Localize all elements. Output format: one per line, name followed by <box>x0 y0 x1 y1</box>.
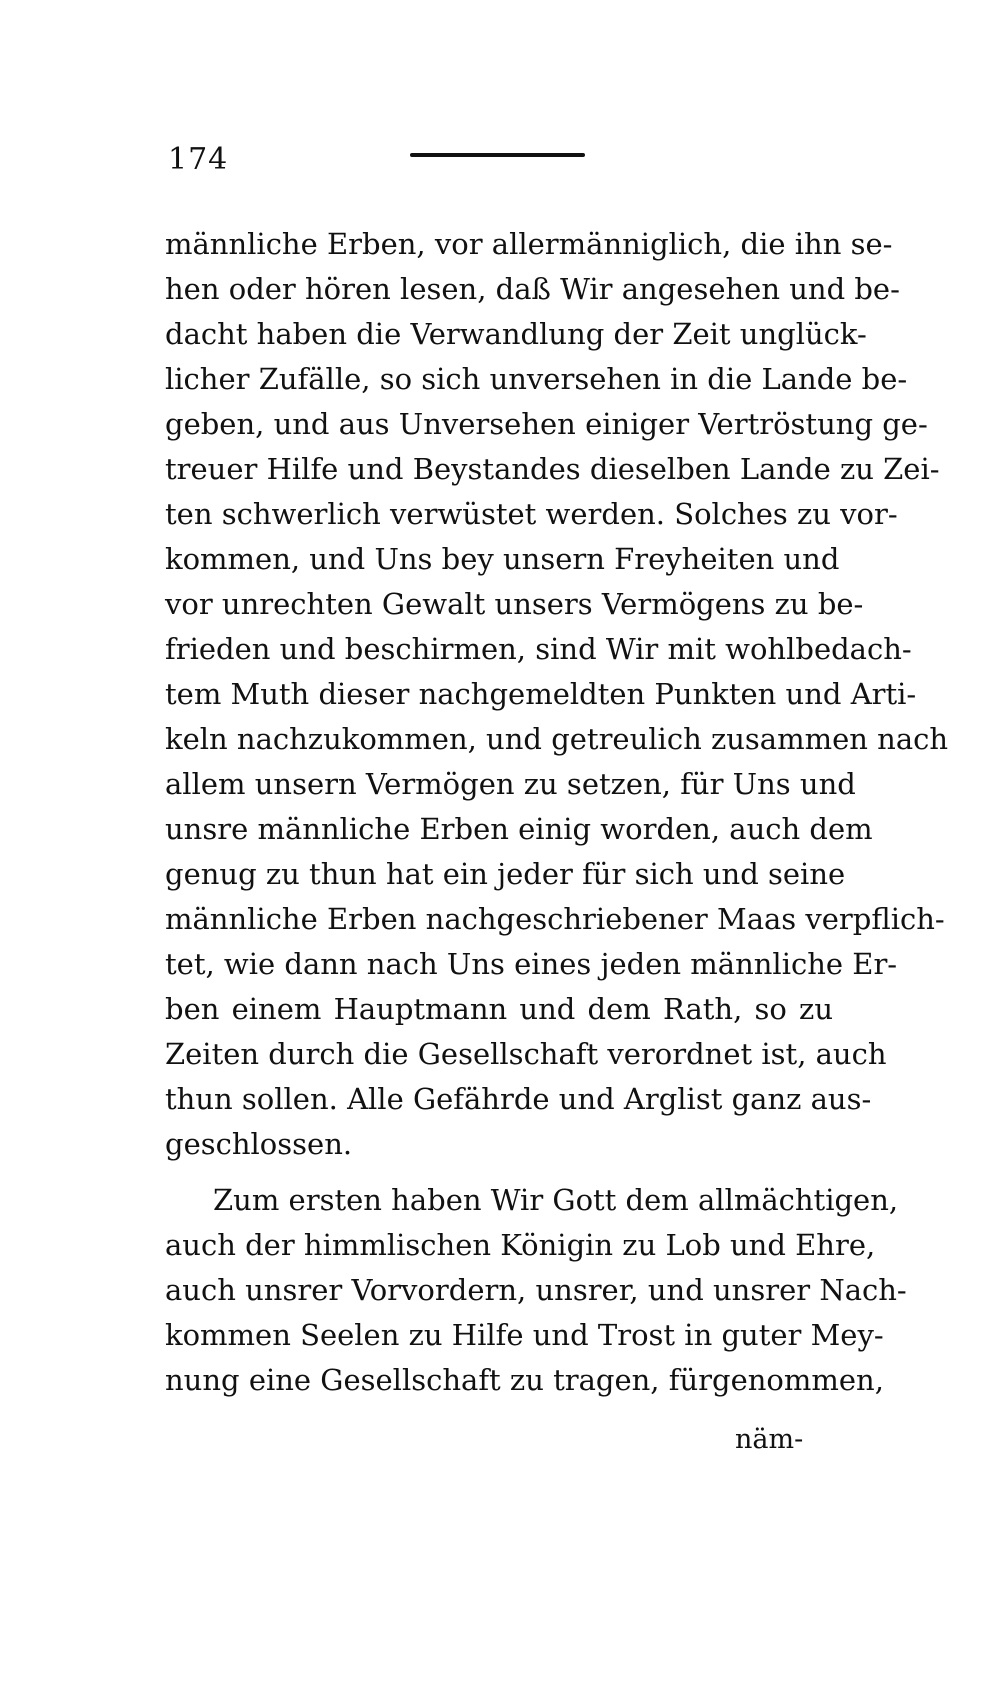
text-line: Zum ersten haben Wir Gott dem allmächtigen, <box>213 1183 899 1217</box>
text-line: nung eine Gesellschaft zu tragen, fürgenommen, <box>165 1363 884 1397</box>
text-line: dacht haben die Verwandlung der Zeit unglück- <box>165 317 867 351</box>
text-line: Zeiten durch die Gesellschaft verordnet ist, auch <box>165 1037 887 1071</box>
text-line: tet, wie dann nach Uns eines jeden männliche Er- <box>165 947 898 981</box>
text-line: vor unrechten Gewalt unsers Vermögens zu be- <box>165 587 864 621</box>
text-line: auch der himmlischen Königin zu Lob und Ehre, <box>165 1228 876 1262</box>
text-line: männliche Erben nachgeschriebener Maas verpflich- <box>165 902 945 936</box>
catchword: näm- <box>735 1424 804 1455</box>
text-line: frieden und beschirmen, sind Wir mit wohlbedach- <box>165 632 912 666</box>
text-line: kommen, und Uns bey unsern Freyheiten und <box>165 542 840 576</box>
text-line: allem unsern Vermögen zu setzen, für Uns und <box>165 767 856 801</box>
text-line: kommen Seelen zu Hilfe und Trost in guter Mey- <box>165 1318 884 1352</box>
text-line: ben einem Hauptmann und dem Rath, so zu <box>165 992 833 1026</box>
text-line: genug zu thun hat ein jeder für sich und seine <box>165 857 846 891</box>
text-line: tem Muth dieser nachgemeldten Punkten und Arti- <box>165 677 917 711</box>
text-line: hen oder hören lesen, daß Wir angesehen und be- <box>165 272 900 306</box>
text-line: treuer Hilfe und Beystandes dieselben Lande zu Zei- <box>165 452 940 486</box>
page-number: 174 <box>168 142 229 177</box>
header-rule <box>410 153 585 157</box>
text-line: männliche Erben, vor allermänniglich, die ihn se- <box>165 227 893 261</box>
text-line: thun sollen. Alle Gefährde und Arglist ganz aus- <box>165 1082 872 1116</box>
paragraph-2 <box>165 1178 907 1403</box>
text-line: unsre männliche Erben einig worden, auch dem <box>165 812 873 846</box>
paragraph-1 <box>165 222 949 1167</box>
text-line: licher Zufälle, so sich unversehen in die Lande be- <box>165 362 908 396</box>
text-line: geben, und aus Unversehen einiger Vertröstung ge- <box>165 407 928 441</box>
text-line: auch unsrer Vorvordern, unsrer, und unsrer Nach- <box>165 1273 907 1307</box>
text-line: keln nachzukommen, und getreulich zusammen nach <box>165 722 949 756</box>
text-line: geschlossen. <box>165 1127 353 1161</box>
text-line: ten schwerlich verwüstet werden. Solches zu vor- <box>165 497 898 531</box>
